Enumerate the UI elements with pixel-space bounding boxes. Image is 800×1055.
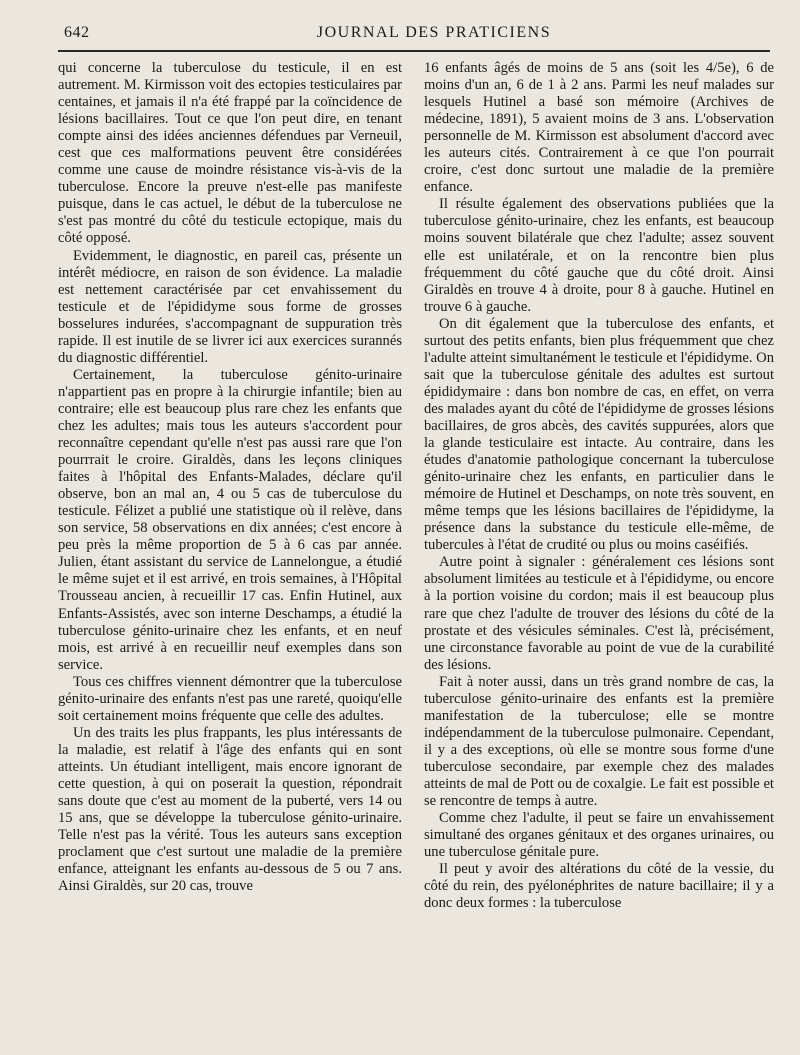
right-column — [424, 60, 774, 912]
paragraph: qui concerne la tuberculose du testicule, il en est autrement. M. Kirmisson voit des ectopies testiculaires par centaines, et jamais il n'a été frappé par la coïncidence de lésions bacillaires. Tout ce que l'on peut dire, en tenant compte ainsi des idées anciennes défendues par Verneuil, cest que ces malformations peuvent être considérées comme une cause de moindre résistance vis-à-vis de la tuberculose. Encore la preuve n'est-elle pas manifeste puisque, dans le cas actuel, le début de la tuberculose ne s'est pas montré du côté du testicule ectopique, mais du côté opposé. — [58, 60, 402, 247]
paragraph: Il résulte également des observations publiées que la tuberculose génito-urinaire, chez les enfants, est beaucoup moins souvent bilatérale que chez l'adulte; assez souvent elle est unilatérale, et on la rencontre bien plus fréquemment du côté gauche que du côté droit. Ainsi Giraldès en trouve 4 à droite, pour 8 à gauche. Hutinel en trouve 6 à gauche. — [424, 196, 774, 315]
paragraph: 16 enfants âgés de moins de 5 ans (soit les 4/5e), 6 de moins d'un an, 6 de 1 à 2 ans. Parmi les neuf malades sur lesquels Hutinel a basé son mémoire (Archives de médecine, 1891), 5 avaient moins de 3 ans. L'observation personnelle de M. Kirmisson est absolument d'accord avec les auteurs cités. Contrairement à ce que l'on pourrait croire, c'est donc surtout une maladie de la première enfance. — [424, 60, 774, 196]
header-rule — [58, 50, 770, 52]
paragraph: Certainement, la tuberculose génito-urinaire n'appartient pas en propre à la chirurgie infantile; bien au contraire; elle est beaucoup plus rare chez les enfants que chez les adultes; mais tous les auteurs s'accordent pour reconnaître cependant qu'elle n'est pas aussi rare que l'on pourrrait le croire. Giraldès, dans les leçons cliniques faites à l'hôpital des Enfants-Malades, déclare qu'il observe, bon an mal an, 4 ou 5 cas de tuberculose du testicule. Félizet a publié une statistique où il relève, dans son service, 58 observations en dix années; c'est encore à peu près la même proportion de 5 à 6 cas par année. Julien, étant assistant du service de Lannelongue, a étudié le même sujet et il est arrivé, en trois semaines, à l'Hôpital Trousseau ancien, à recueillir 17 cas. Enfin Hutinel, aux Enfants-Assistés, avec son interne Deschamps, a étudié la tuberculose génito-urinaire chez les enfants, et en neuf mois, est arrivé à en recueillir neuf exemples dans son service. — [58, 366, 402, 673]
paragraph: Tous ces chiffres viennent démontrer que la tuberculose génito-urinaire des enfants n'est pas une rareté, quoiqu'elle soit certainement moins fréquente que celle des adultes. — [58, 673, 402, 724]
running-title: JOURNAL DES PRATICIENS — [316, 24, 552, 41]
paragraph: Autre point à signaler : généralement ces lésions sont absolument limitées au testicule et à l'épididyme, ou encore à la portion voisine du cordon; mais il est beaucoup plus rare que chez l'adulte de trouver des lésions du côté de la prostate et des vésicules séminales. C'est là, précisément, une circonstance favorable au point de vue de la curabilité des lésions. — [424, 554, 774, 673]
page-header — [58, 20, 770, 46]
paragraph: Il peut y avoir des altérations du côté de la vessie, du côté du rein, des pyélonéphrites de nature bacillaire; il y a donc deux formes : la tuberculose — [424, 861, 774, 912]
paragraph: On dit également que la tuberculose des enfants, et surtout des petits enfants, bien plus fréquemment que chez l'adulte atteint simultanément le testicule et l'épididyme. On sait que la tuberculose génitale des adultes est surtout épididymaire : dans bon nombre de cas, en effet, on verra des malades ayant du côté de l'épididyme de grosses lésions bacillaires, de gros abcès, des cavités suppurées, alors que la glande testiculaire est intacte. Au contraire, dans les études d'anatomie pathologique concernant la tuberculose génito-urinaire chez les enfants, en particulier dans le mémoire de Hutinel et Deschamps, on note très souvent, en même temps que les lésions bacillaires de l'épididyme, la présence dans la substance du testicule elle-même, de tubercules à l'état de crudité ou plus ou moins caséifiés. — [424, 315, 774, 554]
paragraph: Evidemment, le diagnostic, en pareil cas, présente un intérêt médiocre, en raison de son évidence. La maladie est nettement caractérisée par cet envahissement du testicule et de l'épididyme sous forme de grosses bosselures indurées, s'accompagnant de suppuration très rapide. Il est inutile de se livrer ici aux exercices surannés du diagnostic différentiel. — [58, 247, 402, 366]
page-number: 642 — [64, 24, 90, 41]
paragraph: Fait à noter aussi, dans un très grand nombre de cas, la tuberculose génito-urinaire des enfants est la première manifestation de la tuberculose; elle se montre indépendamment de la tuberculose pulmonaire. Cependant, il y a des exceptions, où elle se montre sous forme d'une tuberculose secondaire, par exemple chez des malades atteints de mal de Pott ou de coxalgie. Le fait est possible et se rencontre de temps à autre. — [424, 673, 774, 810]
left-column — [58, 60, 402, 895]
paragraph: Un des traits les plus frappants, les plus intéressants de la maladie, est relatif à l'âge des enfants qui en sont atteints. Un étudiant intelligent, mais encore ignorant de cette question, à qui on poserait la question, répondrait sans doute que c'est au moment de la puberté, vers 14 ou 15 ans, que se développe la tuberculose génito-urinaire. Telle n'est pas la vérité. Tous les auteurs sans exception proclament que c'est surtout une maladie de la première enfance, atteignant les enfants au-dessous de 5 ou 7 ans. Ainsi Giraldès, sur 20 cas, trouve — [58, 724, 402, 895]
paragraph: Comme chez l'adulte, il peut se faire un envahissement simultané des organes génitaux et des organes urinaires, ou une tuberculose génitale pure. — [424, 810, 774, 861]
